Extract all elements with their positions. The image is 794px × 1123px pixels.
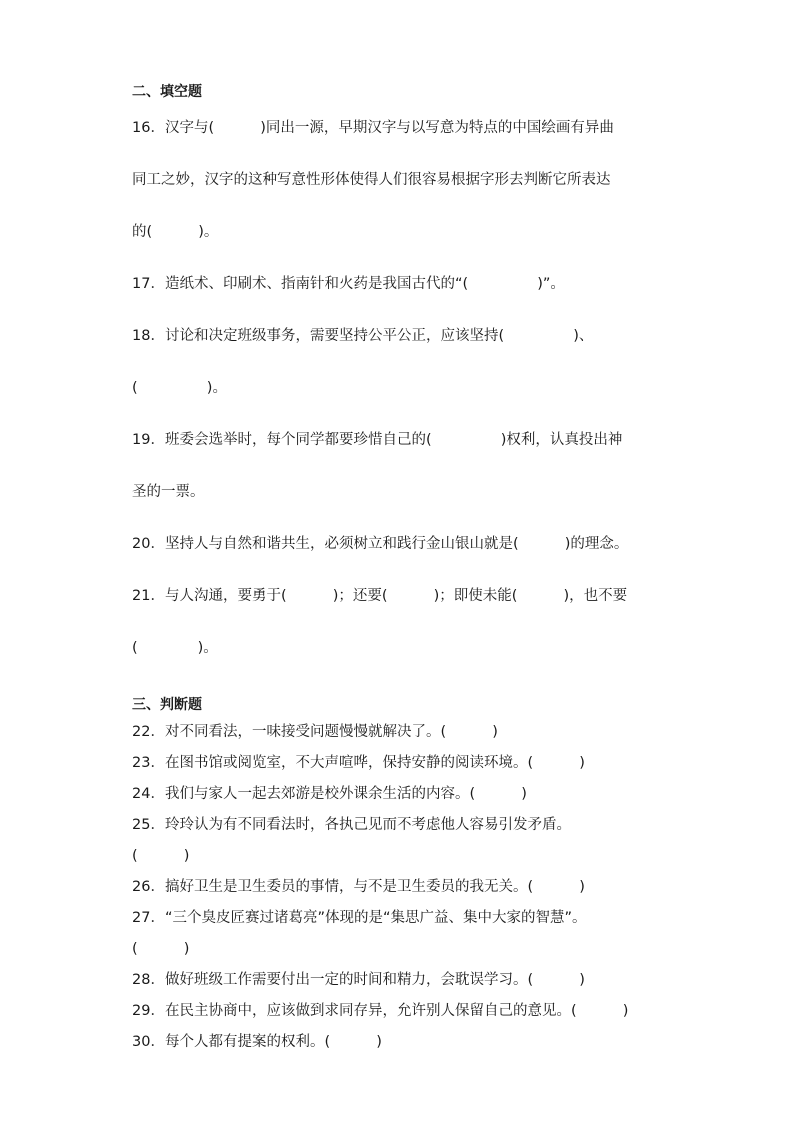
question-27: 27．“三个臭皮匠赛过诸葛亮”体现的是“集思广益、集中大家的智慧”。 — [132, 910, 587, 926]
true-false-heading: 三、判断题 — [132, 697, 202, 713]
question-30: 30．每个人都有提案的权利。( ) — [132, 1034, 382, 1050]
question-18-line-2: ( )。 — [132, 380, 227, 396]
question-20: 20．坚持人与自然和谐共生，必须树立和践行金山银山就是( )的理念。 — [132, 536, 629, 552]
question-29: 29．在民主协商中，应该做到求同存异，允许别人保留自己的意见。( ) — [132, 1003, 629, 1019]
question-17: 17．造纸术、印刷术、指南针和火药是我国古代的“( )”。 — [132, 276, 565, 292]
question-16-line-3: 的( )。 — [132, 224, 219, 240]
question-27-answer: ( ) — [132, 941, 190, 957]
question-18-line-1: 18．讨论和决定班级事务，需要坚持公平公正，应该坚持( )、 — [132, 328, 594, 344]
question-26: 26．搞好卫生是卫生委员的事情，与不是卫生委员的我无关。( ) — [132, 879, 585, 895]
question-16-line-2: 同工之妙，汉字的这种写意性形体使得人们很容易根据字形去判断它所表达 — [132, 172, 611, 188]
question-22: 22．对不同看法，一味接受问题慢慢就解决了。( ) — [132, 724, 498, 740]
question-25: 25．玲玲认为有不同看法时，各执己见而不考虑他人容易引发矛盾。 — [132, 817, 571, 833]
question-23: 23．在图书馆或阅览室，不大声喧哗，保持安静的阅读环境。( ) — [132, 755, 585, 771]
question-16-line-1: 16．汉字与( )同出一源，早期汉字与以写意为特点的中国绘画有异曲 — [132, 120, 614, 136]
question-19-line-1: 19．班委会选举时，每个同学都要珍惜自己的( )权利，认真投出神 — [132, 432, 623, 448]
question-24: 24．我们与家人一起去郊游是校外课余生活的内容。( ) — [132, 786, 527, 802]
question-28: 28．做好班级工作需要付出一定的时间和精力，会耽误学习。( ) — [132, 972, 585, 988]
question-21-line-2: ( )。 — [132, 640, 218, 656]
question-25-answer: ( ) — [132, 848, 190, 864]
question-19-line-2: 圣的一票。 — [132, 484, 205, 500]
question-21-line-1: 21．与人沟通，要勇于( )；还要( )；即使未能( )，也不要 — [132, 588, 628, 604]
fill-in-heading: 二、填空题 — [132, 84, 202, 100]
